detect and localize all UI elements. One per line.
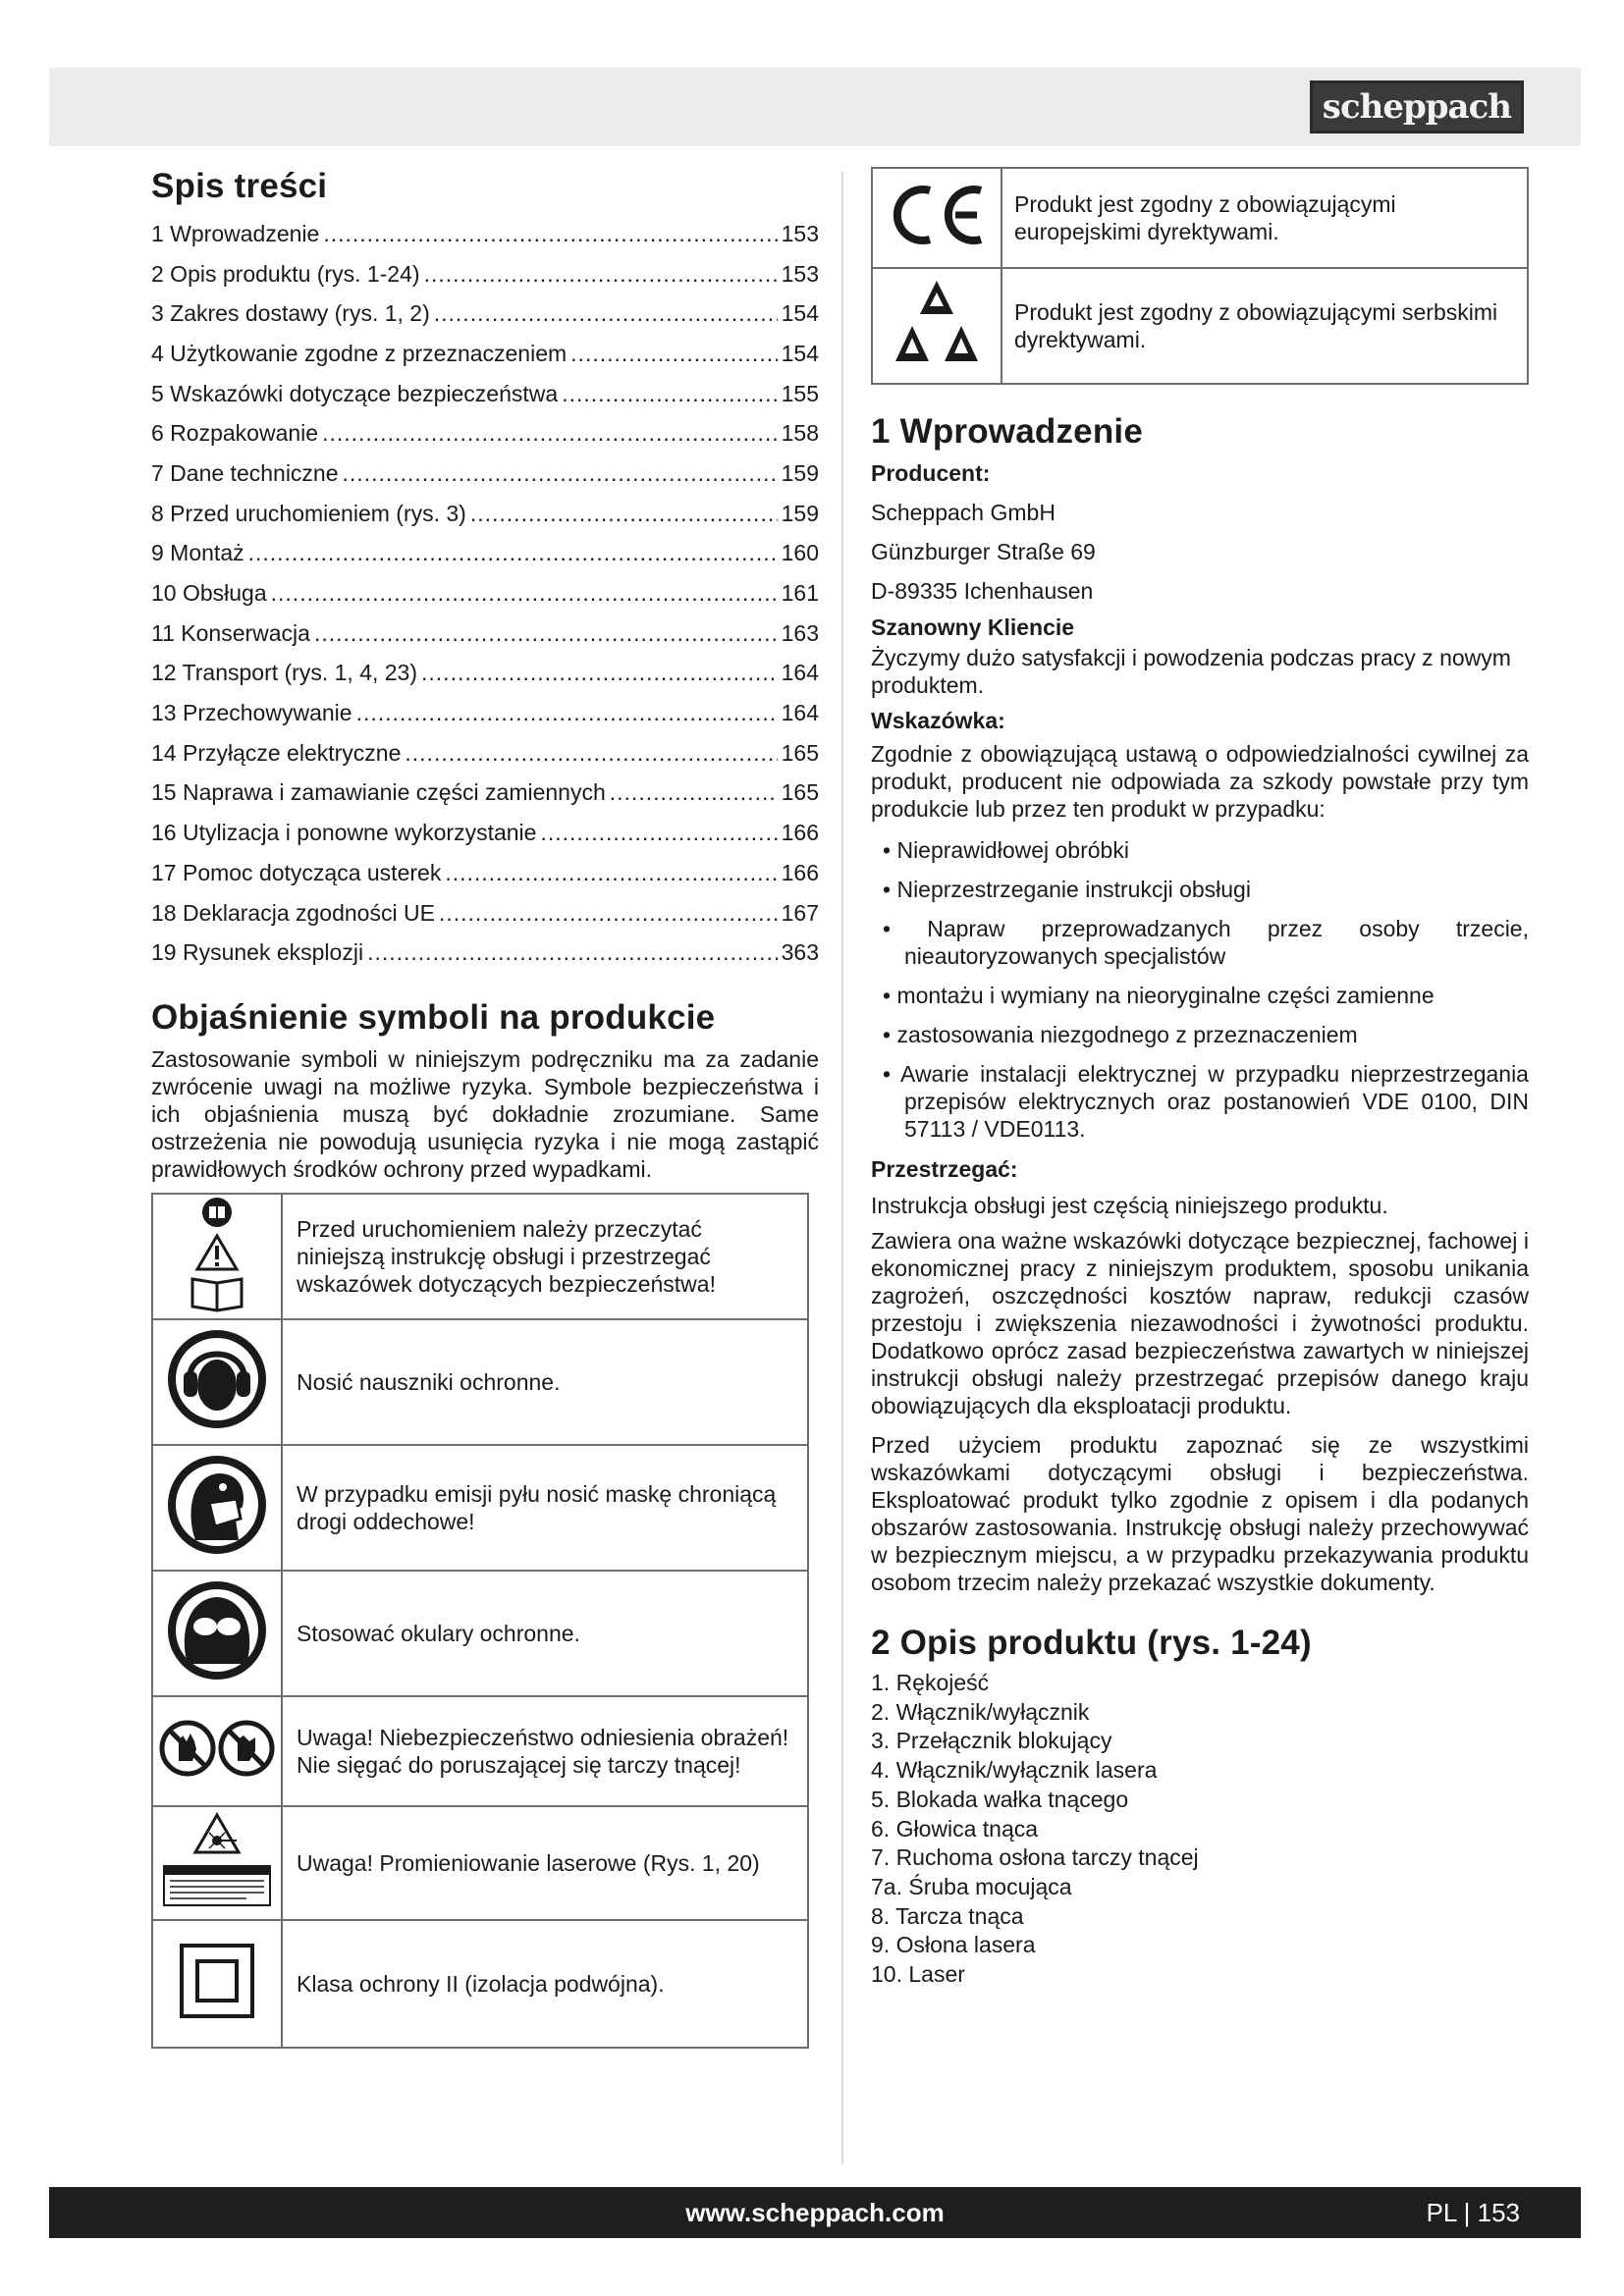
list-item: 9. Osłona lasera: [871, 1932, 1036, 1958]
table-row: [152, 1571, 808, 1696]
logo-text: scheppach: [1322, 87, 1511, 127]
language-code: PL: [1426, 2198, 1457, 2227]
ear-protection-icon: [166, 1328, 268, 1430]
toc-item[interactable]: 8 Przed uruchomieniem (rys. 3) ..... 159: [151, 494, 819, 534]
list-item: 3. Przełącznik blokujący: [871, 1728, 1112, 1754]
table-row: [872, 268, 1528, 384]
toc-item[interactable]: 3 Zakres dostawy (rys. 1, 2) ..... 154: [151, 294, 819, 334]
conformity-text: Produkt jest zgodny z obowiązującymi europejskimi dyrektywami.: [1001, 168, 1528, 268]
symbol-text: W przypadku emisji pyłu nosić maskę chroniącą drogi oddechowe!: [282, 1445, 808, 1571]
symbol-cell: [152, 1319, 282, 1445]
laser-warning-icon: [158, 1811, 276, 1909]
toc-item[interactable]: 17 Pomoc dotycząca usterek ..... 166: [151, 853, 819, 893]
list-item: 1. Rękojeść: [871, 1670, 990, 1695]
list-item: 7. Ruchoma osłona tarczy tnącej: [871, 1844, 1199, 1871]
list-item: 8. Tarcza tnąca: [871, 1902, 1024, 1929]
toc-item[interactable]: 15 Naprawa i zamawianie części zamiennych ..... 165: [151, 774, 819, 814]
footer-bar: [49, 2187, 1581, 2238]
producer-label: Producent:: [871, 460, 991, 486]
list-item: • montażu i wymiany na nieoryginalne części zamienne: [871, 982, 1529, 1009]
table-of-contents: [151, 214, 819, 973]
list-item: • Awarie instalacji elektrycznej w przypadku nieprzestrzegania przepisów elektrycznych oraz postanowień VDE 0100, DIN 57113 / VDE0113.: [871, 1060, 1529, 1143]
symbol-text: Uwaga! Promieniowanie laserowe (Rys. 1, 20): [282, 1806, 808, 1920]
protection-class-ii-icon: [178, 1942, 256, 2020]
symbol-cell: [872, 268, 1001, 384]
list-item: • Napraw przeprowadzanych przez osoby trzecie, nieautoryzowanych specjalistów: [871, 915, 1529, 970]
dust-mask-icon: [166, 1454, 268, 1556]
table-row: [152, 1445, 808, 1571]
toc-item[interactable]: 18 Deklaracja zgodności UE ..... 167: [151, 893, 819, 934]
table-row: [152, 1319, 808, 1445]
toc-item[interactable]: 14 Przyłącze elektryczne ..... 165: [151, 733, 819, 774]
observe-paragraph: Zawiera ona ważne wskazówki dotyczące bezpiecznej, fachowej i ekonomicznej pracy z niniejszym produktem, sposobu unikania zagrożeń, oszczędności kosztów napraw, redukcji czasów przestoju i zwiększenia niezawodności i żywotności produktu. Dodatkowo oprócz zasad bezpieczeństwa zawartych w niniejszej instrukcji obsługi należy przestrzegać przepisów danego kraju obowiązujących dla eksploatacji produktu.: [871, 1228, 1529, 1418]
symbol-cell: [152, 1696, 282, 1806]
toc-item[interactable]: 6 Rozpakowanie ..... 158: [151, 413, 819, 454]
symbol-cell: [152, 1571, 282, 1696]
symbol-text: Klasa ochrony II (izolacja podwójna).: [282, 1920, 808, 2048]
symbol-cell: [152, 1920, 282, 2048]
list-item: 4. Włącznik/wyłącznik lasera: [871, 1757, 1158, 1784]
producer-line: D-89335 Ichenhausen: [871, 578, 1094, 604]
list-item: • Nieprzestrzeganie instrukcji obsługi: [871, 876, 1529, 903]
list-item: 2. Włącznik/wyłącznik: [871, 1698, 1090, 1725]
page-number-value: 153: [1477, 2198, 1520, 2227]
toc-item[interactable]: 12 Transport (rys. 1, 4, 23) ..... 164: [151, 654, 819, 694]
symbols-table: [151, 1193, 809, 2049]
list-item: 10. Laser: [871, 1961, 965, 1988]
dear-customer-text: Życzymy dużo satysfakcji i powodzenia podczas pracy z nowym produktem.: [871, 645, 1511, 698]
note-text: Zgodnie z obowiązującą ustawą o odpowiedzialności cywilnej za produkt, producent nie odpowiada za szkody powstałe przy tym produkcie lub przez ten produkt w przypadku:: [871, 741, 1529, 822]
producer-line: Scheppach GmbH: [871, 500, 1056, 525]
toc-item[interactable]: 10 Obsługa ..... 161: [151, 573, 819, 614]
list-item: • Nieprawidłowej obróbki: [871, 836, 1529, 864]
intro-title: 1 Wprowadzenie: [871, 412, 1144, 451]
toc-item[interactable]: 11 Konserwacja ..... 163: [151, 614, 819, 654]
header-band: [49, 68, 1581, 146]
toc-item[interactable]: 1 Wprowadzenie ..... 153: [151, 214, 819, 254]
exclusions-list: [871, 836, 1529, 1143]
description-title: 2 Opis produktu (rys. 1-24): [871, 1624, 1312, 1662]
symbol-cell: [152, 1194, 282, 1319]
toc-title: Spis treści: [151, 167, 328, 205]
observe-paragraph: Przed użyciem produktu zapoznać się ze wszystkimi wskazówkami dotyczącymi obsługi i bezpieczeństwa. Eksploatować produkt tylko zgodnie z opisem i dla podanych obszarów zastosowania. Instrukcję obsługi należy przechowywać w bezpiecznym miejscu, a w przypadku przekazywania produktu osobom trzecim należy przekazać wszystkie dokumenty.: [871, 1432, 1529, 1595]
list-item: 6. Głowica tnąca: [871, 1815, 1039, 1842]
symbol-text: Nosić nauszniki ochronne.: [282, 1319, 808, 1445]
scheppach-logo: [1310, 80, 1524, 133]
list-item: 7a. Śruba mocująca: [871, 1873, 1072, 1899]
symbol-text: Przed uruchomieniem należy przeczytać niniejszą instrukcję obsługi i przestrzegać wskazówek dotyczących bezpieczeństwa!: [282, 1194, 808, 1319]
symbol-cell: [152, 1445, 282, 1571]
conformity-table: [871, 167, 1529, 385]
list-item: • zastosowania niezgodnego z przeznaczeniem: [871, 1021, 1529, 1048]
toc-item[interactable]: 13 Przechowywanie ..... 164: [151, 693, 819, 733]
toc-item[interactable]: 9 Montaż ..... 160: [151, 534, 819, 574]
table-row: [152, 1696, 808, 1806]
right-column: [871, 167, 1529, 1990]
observe-paragraph: Instrukcja obsługi jest częścią niniejszego produktu.: [871, 1193, 1388, 1218]
serbian-conformity-icon: [893, 279, 981, 367]
symbol-cell: [872, 168, 1001, 268]
symbol-cell: [152, 1806, 282, 1920]
website-link[interactable]: www.scheppach.com: [685, 2198, 945, 2227]
toc-item[interactable]: 16 Utylizacja i ponowne wykorzystanie ..... 166: [151, 813, 819, 853]
symbols-title: Objaśnienie symboli na produkcie: [151, 998, 716, 1038]
table-row: [872, 168, 1528, 268]
parts-list: [871, 1669, 1529, 1990]
symbol-text: Stosować okulary ochronne.: [282, 1571, 808, 1696]
ce-mark-icon: [883, 181, 991, 249]
table-row: [152, 1806, 808, 1920]
toc-item[interactable]: 7 Dane techniczne ..... 159: [151, 454, 819, 494]
toc-item[interactable]: 19 Rysunek eksplozji ..... 363: [151, 933, 819, 973]
page-number: PL | 153: [1426, 2198, 1520, 2227]
safety-goggles-icon: [166, 1579, 268, 1682]
no-hands-icon: [159, 1720, 275, 1777]
toc-item[interactable]: 4 Użytkowanie zgodne z przeznaczeniem ..... 154: [151, 334, 819, 374]
conformity-text: Produkt jest zgodny z obowiązującymi serbskimi dyrektywami.: [1001, 268, 1528, 384]
note-label: Wskazówka:: [871, 708, 1005, 733]
symbols-intro: Zastosowanie symboli w niniejszym podręczniku ma za zadanie zwrócenie uwagi na możliwe ryzyka. Symbole bezpieczeństwa i ich objaśnienia muszą być dokładnie zrozumiane. Same ostrzeżenia nie powodują usunięcia ryzyka i nie mogą zastąpić prawidłowych środków ochrony przed wypadkami.: [151, 1046, 819, 1183]
read-manual-warning-icon: [183, 1195, 251, 1312]
symbol-text: Uwaga! Niebezpieczeństwo odniesienia obrażeń! Nie sięgać do poruszającej się tarczy tnącej!: [282, 1696, 808, 1806]
left-column: [151, 167, 819, 2049]
toc-item[interactable]: 5 Wskazówki dotyczące bezpieczeństwa ..... 155: [151, 374, 819, 414]
table-row: [152, 1194, 808, 1319]
producer-line: Günzburger Straße 69: [871, 539, 1096, 564]
column-divider: [841, 172, 843, 2164]
dear-customer-label: Szanowny Kliencie: [871, 614, 1075, 640]
observe-label: Przestrzegać:: [871, 1156, 1018, 1182]
toc-item[interactable]: 2 Opis produktu (rys. 1-24) ..... 153: [151, 254, 819, 294]
list-item: 5. Blokada wałka tnącego: [871, 1786, 1129, 1812]
table-row: [152, 1920, 808, 2048]
